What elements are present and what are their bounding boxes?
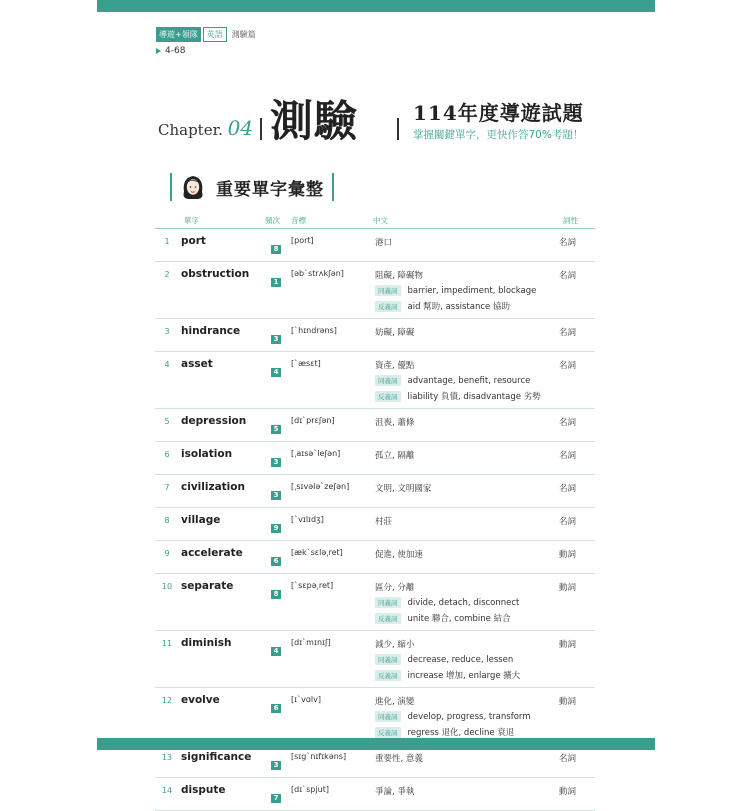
word-cell: depression <box>179 409 263 442</box>
synonym-text: develop, progress, transform <box>407 711 531 722</box>
phonetic-cell: [͵aɪsəˋleʃən] <box>289 442 373 475</box>
meaning-text: 重要性, 意義 <box>375 754 423 764</box>
meaning-cell <box>373 631 557 688</box>
meaning-text: 進化, 演變 <box>375 697 415 707</box>
word-cell: civilization <box>179 475 263 508</box>
antonym-text: liability 負債, disadvantage 劣勢 <box>407 392 541 402</box>
row-number: 6 <box>155 442 179 475</box>
synonym-line <box>375 375 555 386</box>
pos-cell: 名詞 <box>557 745 595 778</box>
header-phonetic: 音標 <box>291 216 306 225</box>
page-title: 測驗 <box>270 97 358 147</box>
word-cell: significance <box>179 745 263 778</box>
meaning-text: 爭論, 爭執 <box>375 787 415 797</box>
meaning-text: 區分, 分離 <box>375 583 415 593</box>
header-word: 單字 <box>184 216 199 225</box>
synonym-label: 同義詞 <box>375 654 401 665</box>
pos-cell: 動詞 <box>557 541 595 574</box>
antonym-label: 反義詞 <box>375 670 401 681</box>
breadcrumb-section: 測驗篇 <box>231 30 256 39</box>
row-number: 2 <box>155 262 179 319</box>
header-meaning: 中文 <box>373 216 388 225</box>
row-number: 14 <box>155 778 179 811</box>
frequency-badge: 8 <box>271 590 281 599</box>
frequency-badge: 3 <box>271 491 281 500</box>
pos-cell: 名詞 <box>557 352 595 409</box>
meaning-text: 村莊 <box>375 517 393 527</box>
row-number: 5 <box>155 409 179 442</box>
synonym-text: barrier, impediment, blockage <box>407 285 537 296</box>
table-row <box>155 631 595 688</box>
table-row <box>155 508 595 541</box>
synonym-text: advantage, benefit, resource <box>407 375 531 386</box>
meaning-cell <box>373 229 557 262</box>
antonym-text: aid 幫助, assistance 協助 <box>407 302 510 312</box>
synonym-text: decrease, reduce, lessen <box>407 654 514 665</box>
synonym-line <box>375 654 555 665</box>
phonetic-cell: [dɪˋmɪnɪʃ] <box>289 631 373 688</box>
word-cell: village <box>179 508 263 541</box>
phonetic-cell: [ækˋsɛlə͵ret] <box>289 541 373 574</box>
phonetic-cell: [ˋvɪlɪdʒ] <box>289 508 373 541</box>
meaning-cell <box>373 574 557 631</box>
frequency-cell <box>263 541 289 574</box>
frequency-badge: 8 <box>271 245 281 254</box>
synonym-text: divide, detach, disconnect <box>407 597 520 608</box>
page-number-label: 4-68 <box>165 46 186 56</box>
table-row <box>155 409 595 442</box>
triangle-marker-icon <box>156 48 161 54</box>
word-cell: separate <box>179 574 263 631</box>
synonym-line <box>375 711 555 722</box>
chapter-number: 04 <box>227 116 254 140</box>
top-accent-bar <box>97 0 655 12</box>
antonym-line <box>375 612 555 624</box>
antonym-line <box>375 300 555 312</box>
synonym-label: 同義詞 <box>375 597 401 608</box>
phonetic-cell: [dɪˋprɛʃən] <box>289 409 373 442</box>
chapter-text: Chapter. <box>158 121 223 139</box>
synonym-line <box>375 285 555 296</box>
frequency-badge: 4 <box>271 368 281 377</box>
row-number: 11 <box>155 631 179 688</box>
vocabulary-table <box>155 229 595 811</box>
meaning-text: 孤立, 隔離 <box>375 451 415 461</box>
pos-cell: 動詞 <box>557 574 595 631</box>
row-number: 9 <box>155 541 179 574</box>
section-bar-left <box>170 173 172 201</box>
antonym-text: regress 退化, decline 衰退 <box>407 728 515 738</box>
frequency-cell <box>263 475 289 508</box>
frequency-cell <box>263 319 289 352</box>
meaning-text: 阻礙, 障礙物 <box>375 271 423 281</box>
phonetic-cell: [ˋæsɛt] <box>289 352 373 409</box>
table-row <box>155 688 595 745</box>
frequency-badge: 3 <box>271 335 281 344</box>
page-number <box>156 46 185 56</box>
meaning-cell <box>373 262 557 319</box>
frequency-badge: 6 <box>271 704 281 713</box>
section-title: 重要單字彙整 <box>216 179 324 200</box>
table-row <box>155 541 595 574</box>
pos-cell: 動詞 <box>557 688 595 745</box>
breadcrumb-tag-exam: 導遊+領隊 <box>156 27 201 42</box>
frequency-cell <box>263 352 289 409</box>
synonym-label: 同義詞 <box>375 375 401 386</box>
synonym-label: 同義詞 <box>375 711 401 722</box>
antonym-line <box>375 726 555 738</box>
frequency-cell <box>263 688 289 745</box>
row-number: 10 <box>155 574 179 631</box>
phonetic-cell: [ɪˋvɑlv] <box>289 688 373 745</box>
page-subtitle: 114年度導遊試題 <box>413 101 584 125</box>
pos-cell: 名詞 <box>557 442 595 475</box>
phonetic-cell: [port] <box>289 229 373 262</box>
table-header <box>155 214 595 229</box>
antonym-label: 反義詞 <box>375 727 401 738</box>
row-number: 7 <box>155 475 179 508</box>
word-cell: dispute <box>179 778 263 811</box>
meaning-cell <box>373 508 557 541</box>
phonetic-cell: [͵sɪvələˋzeʃən] <box>289 475 373 508</box>
frequency-cell <box>263 262 289 319</box>
row-number: 3 <box>155 319 179 352</box>
meaning-text: 沮喪, 蕭條 <box>375 418 415 428</box>
frequency-badge: 7 <box>271 794 281 803</box>
frequency-cell <box>263 229 289 262</box>
breadcrumb-tag-english: 英語 <box>203 27 227 42</box>
table-row <box>155 229 595 262</box>
meaning-text: 文明, 文明國家 <box>375 484 432 494</box>
pos-cell: 名詞 <box>557 229 595 262</box>
frequency-badge: 3 <box>271 458 281 467</box>
meaning-cell <box>373 352 557 409</box>
frequency-badge: 4 <box>271 647 281 656</box>
table-row <box>155 319 595 352</box>
antonym-line <box>375 390 555 402</box>
frequency-cell <box>263 442 289 475</box>
table-row <box>155 442 595 475</box>
row-number: 1 <box>155 229 179 262</box>
pos-cell: 名詞 <box>557 319 595 352</box>
row-number: 4 <box>155 352 179 409</box>
frequency-badge: 5 <box>271 425 281 434</box>
table-row <box>155 475 595 508</box>
pos-cell: 名詞 <box>557 475 595 508</box>
table-row <box>155 352 595 409</box>
pos-cell: 名詞 <box>557 262 595 319</box>
word-cell: hindrance <box>179 319 263 352</box>
frequency-badge: 1 <box>271 278 281 287</box>
word-cell: evolve <box>179 688 263 745</box>
frequency-cell <box>263 778 289 811</box>
antonym-text: increase 增加, enlarge 擴大 <box>407 671 521 681</box>
table-row <box>155 574 595 631</box>
phonetic-cell: [əbˋstrʌkʃən] <box>289 262 373 319</box>
antonym-label: 反義詞 <box>375 391 401 402</box>
teacher-avatar-icon <box>178 172 208 202</box>
frequency-cell <box>263 508 289 541</box>
phonetic-cell: [dɪˋspjut] <box>289 778 373 811</box>
bottom-accent-bar <box>97 738 655 750</box>
word-cell: port <box>179 229 263 262</box>
meaning-cell <box>373 442 557 475</box>
frequency-cell <box>263 631 289 688</box>
row-number: 13 <box>155 745 179 778</box>
meaning-cell <box>373 475 557 508</box>
title-divider-right <box>397 118 399 140</box>
frequency-badge: 9 <box>271 524 281 533</box>
antonym-label: 反義詞 <box>375 613 401 624</box>
section-heading <box>170 172 334 202</box>
frequency-badge: 3 <box>271 761 281 770</box>
phonetic-cell: [ˋsɛpə͵ret] <box>289 574 373 631</box>
tagline: 掌握關鍵單字，更快作答70%考題！ <box>413 129 584 141</box>
chapter-label <box>158 116 253 140</box>
frequency-badge: 6 <box>271 557 281 566</box>
title-divider-left <box>260 118 262 140</box>
word-cell: obstruction <box>179 262 263 319</box>
table-row <box>155 262 595 319</box>
phonetic-cell: [sɪgˋnɪfɪkəns] <box>289 745 373 778</box>
header-pos: 詞性 <box>563 216 578 225</box>
antonym-text: unite 聯合, combine 結合 <box>407 614 511 624</box>
word-cell: asset <box>179 352 263 409</box>
word-cell: accelerate <box>179 541 263 574</box>
pos-cell: 名詞 <box>557 409 595 442</box>
antonym-line <box>375 669 555 681</box>
meaning-text: 妨礙, 障礙 <box>375 328 415 338</box>
word-cell: diminish <box>179 631 263 688</box>
row-number: 12 <box>155 688 179 745</box>
section-bar-right <box>332 173 334 201</box>
synonym-label: 同義詞 <box>375 285 401 296</box>
meaning-cell <box>373 541 557 574</box>
meaning-text: 減少, 縮小 <box>375 640 415 650</box>
meaning-cell <box>373 778 557 811</box>
antonym-label: 反義詞 <box>375 301 401 312</box>
pos-cell: 動詞 <box>557 778 595 811</box>
meaning-cell <box>373 319 557 352</box>
pos-cell: 動詞 <box>557 631 595 688</box>
frequency-cell <box>263 409 289 442</box>
meaning-text: 促進, 使加速 <box>375 550 423 560</box>
meaning-cell <box>373 409 557 442</box>
meaning-cell <box>373 688 557 745</box>
breadcrumb <box>156 27 256 42</box>
table-row <box>155 778 595 811</box>
header-frequency: 頻次 <box>265 216 280 225</box>
row-number: 8 <box>155 508 179 541</box>
phonetic-cell: [ˋhɪndrəns] <box>289 319 373 352</box>
frequency-cell <box>263 574 289 631</box>
word-cell: isolation <box>179 442 263 475</box>
synonym-line <box>375 597 555 608</box>
meaning-text: 港口 <box>375 238 393 248</box>
meaning-text: 資產, 優點 <box>375 361 415 371</box>
pos-cell: 名詞 <box>557 508 595 541</box>
